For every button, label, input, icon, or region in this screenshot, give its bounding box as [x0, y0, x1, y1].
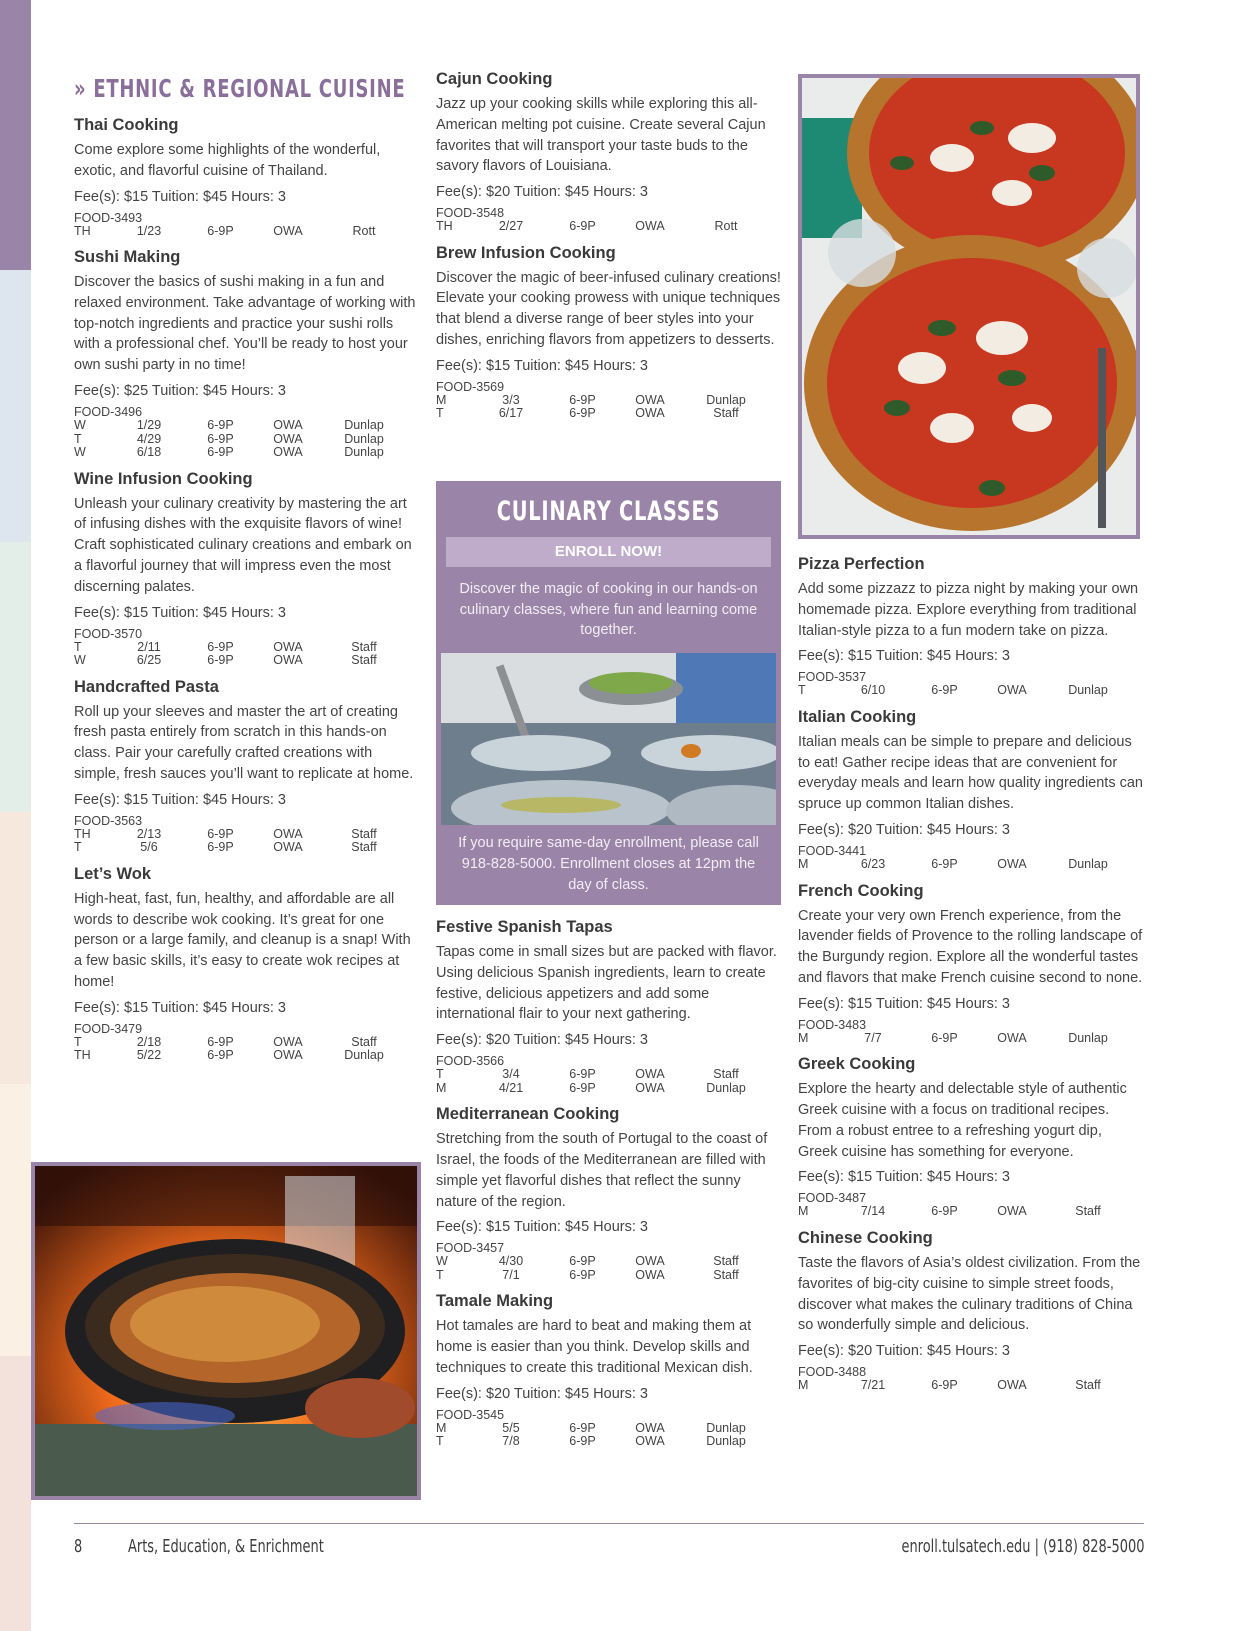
- session-location: OWA: [997, 1204, 1027, 1219]
- course-code: FOOD-3483: [798, 1017, 867, 1032]
- session-time: 6-9P: [207, 418, 234, 433]
- session-day: W: [74, 445, 86, 460]
- edge-tab-cream: [0, 1084, 31, 1356]
- promo-enrollment-note: If you require same-day enrollment, please call 918-828-5000. Enrollment closes at 12pm the day of class.: [458, 834, 759, 893]
- session-location: OWA: [273, 445, 303, 460]
- course-fees: Fee(s): $15 Tuition: $45 Hours: 3: [74, 999, 286, 1016]
- course-code: FOOD-3487: [798, 1191, 867, 1206]
- edge-tab-green: [0, 542, 31, 812]
- course-title: Brew Infusion Cooking: [436, 243, 616, 262]
- course-card: [74, 248, 419, 459]
- course-code: FOOD-3441: [798, 844, 867, 859]
- session-date: 4/21: [498, 1080, 524, 1095]
- course-description: Discover the magic of beer-infused culinary creations! Elevate your cooking prowess with unique techniques that blend a diverse range of beer styles into your dishes, enriching flavors from appetizers to desserts.: [436, 269, 781, 349]
- session-row: [74, 433, 409, 447]
- session-day: M: [798, 857, 809, 872]
- session-row: [798, 1379, 1133, 1393]
- session-date: 5/5: [502, 1420, 520, 1435]
- course-card: [436, 918, 781, 1095]
- session-instructor: Dunlap: [344, 418, 384, 433]
- session-instructor: Dunlap: [1068, 683, 1108, 698]
- session-schedule: [74, 419, 409, 460]
- session-time: 6-9P: [569, 219, 596, 234]
- course-fees: Fee(s): $15 Tuition: $45 Hours: 3: [436, 1219, 648, 1236]
- session-instructor: Staff: [351, 653, 377, 668]
- session-instructor: Staff: [351, 840, 377, 855]
- session-day: TH: [436, 219, 453, 234]
- session-day: T: [74, 840, 82, 855]
- course-card: [436, 1292, 781, 1448]
- course-card: [798, 1055, 1143, 1219]
- course-title: French Cooking: [798, 881, 924, 900]
- session-time: 6-9P: [569, 1434, 596, 1449]
- session-date: 7/1: [502, 1267, 520, 1282]
- session-schedule: [798, 684, 1133, 698]
- course-title: Cajun Cooking: [436, 70, 553, 88]
- course-title: Chinese Cooking: [798, 1228, 933, 1247]
- enroll-now-button[interactable]: ENROLL NOW!: [446, 537, 771, 567]
- session-schedule: [798, 1205, 1133, 1219]
- course-title: Wine Infusion Cooking: [74, 469, 253, 488]
- column-middle-lower: [436, 918, 781, 1459]
- session-instructor: Rott: [352, 223, 376, 238]
- session-row: [74, 841, 409, 855]
- session-location: OWA: [635, 1267, 665, 1282]
- course-fees: Fee(s): $20 Tuition: $45 Hours: 3: [436, 1032, 648, 1049]
- session-date: 1/29: [136, 418, 162, 433]
- session-day: M: [798, 1378, 809, 1393]
- promo-title: CULINARY CLASSES: [496, 496, 721, 527]
- session-day: M: [436, 392, 447, 407]
- course-code: FOOD-3570: [74, 626, 143, 641]
- course-description: Roll up your sleeves and master the art of creating fresh pasta entirely from scratch in this hands-on class. Pair your carefully crafted creations with simple, fresh sauces you’ll want to replicate at home.: [74, 703, 414, 782]
- session-instructor: Dunlap: [706, 1434, 746, 1449]
- session-time: 6-9P: [931, 683, 958, 698]
- session-location: OWA: [273, 1048, 303, 1063]
- course-title: Festive Spanish Tapas: [436, 918, 613, 936]
- column-middle: [436, 70, 781, 431]
- session-schedule: [74, 641, 409, 668]
- session-date: 6/18: [136, 445, 162, 460]
- session-row: [436, 1082, 771, 1096]
- course-description: Unleash your culinary creativity by mastering the art of infusing dishes with the exquisite flavors of wine! Craft sophisticated culinary creations and embark on a flavorful journey that will impress even the most discerning palates.: [74, 495, 412, 595]
- course-code: FOOD-3545: [436, 1407, 505, 1422]
- session-time: 6-9P: [569, 392, 596, 407]
- session-instructor: Rott: [714, 219, 738, 234]
- course-description: Stretching from the south of Portugal to the coast of Israel, the foods of the Mediterranean are filled with simple yet flavorful dishes that reflect the sunny nature of the region.: [436, 1131, 768, 1210]
- session-row: [74, 828, 409, 842]
- session-time: 6-9P: [569, 1067, 596, 1082]
- session-row: [74, 1036, 409, 1050]
- session-location: OWA: [273, 639, 303, 654]
- session-time: 6-9P: [207, 223, 234, 238]
- session-schedule: [74, 1036, 409, 1063]
- session-time: 6-9P: [569, 1254, 596, 1269]
- course-description: Hot tamales are hard to beat and making them at home is easier than you think. Develop skills and techniques to create this traditional Mexican dish.: [436, 1318, 753, 1376]
- session-row: [74, 446, 409, 460]
- course-description: Explore the hearty and delectable style of authentic Greek cuisine with a focus on traditional recipes. From a robust entree to a refreshing yogurt dip, Greek cuisine has something for everyone.: [798, 1081, 1127, 1160]
- session-location: OWA: [635, 406, 665, 421]
- course-code: FOOD-3488: [798, 1365, 867, 1380]
- session-date: 6/17: [498, 406, 524, 421]
- session-location: OWA: [635, 1080, 665, 1095]
- session-instructor: Staff: [713, 1067, 739, 1082]
- course-title: Let’s Wok: [74, 864, 152, 883]
- wok-photo: [31, 1162, 421, 1500]
- session-location: OWA: [273, 1034, 303, 1049]
- session-location: OWA: [997, 683, 1027, 698]
- chef-plating-photo: [441, 653, 776, 825]
- course-code: FOOD-3479: [74, 1021, 143, 1036]
- session-location: OWA: [635, 1434, 665, 1449]
- session-schedule: [74, 225, 409, 239]
- course-title: Tamale Making: [436, 1292, 554, 1311]
- course-code: FOOD-3537: [798, 670, 867, 685]
- session-day: T: [436, 1267, 444, 1282]
- course-fees: Fee(s): $25 Tuition: $45 Hours: 3: [74, 383, 286, 400]
- edge-tab-pink: [0, 1356, 31, 1631]
- course-description: High-heat, fast, fun, healthy, and affordable are all words to describe wok cooking. It’s great for one person or a large family, and cleanup is a snap! With a few basic skills, it’s easy to create wok recipes at home!: [74, 890, 411, 990]
- course-fees: Fee(s): $15 Tuition: $45 Hours: 3: [798, 648, 1010, 665]
- session-date: 2/27: [498, 219, 524, 234]
- session-row: [798, 684, 1133, 698]
- edge-tab-blue: [0, 270, 31, 542]
- column-right: [798, 555, 1143, 1403]
- course-description: Add some pizzazz to pizza night by making your own homemade pizza. Explore everything from traditional Italian-style pizza to a fun modern take on pizza.: [798, 581, 1139, 639]
- column-left: [74, 70, 419, 1073]
- session-date: 4/29: [136, 431, 162, 446]
- course-card: [798, 555, 1143, 698]
- session-schedule: [436, 394, 771, 421]
- session-row: [436, 394, 771, 408]
- session-date: 7/7: [864, 1030, 882, 1045]
- session-instructor: Dunlap: [344, 431, 384, 446]
- course-code: FOOD-3493: [74, 210, 143, 225]
- course-title: Thai Cooking: [74, 116, 179, 134]
- course-fees: Fee(s): $15 Tuition: $45 Hours: 3: [74, 188, 286, 205]
- session-time: 6-9P: [207, 431, 234, 446]
- session-schedule: [798, 1032, 1133, 1046]
- session-instructor: Dunlap: [344, 445, 384, 460]
- session-instructor: Dunlap: [706, 392, 746, 407]
- session-date: 1/23: [136, 223, 162, 238]
- session-date: 7/21: [860, 1378, 886, 1393]
- session-location: OWA: [273, 418, 303, 433]
- session-day: TH: [74, 826, 91, 841]
- session-schedule: [436, 220, 771, 234]
- session-row: [436, 1422, 771, 1436]
- page-number: 8: [74, 1536, 83, 1557]
- session-date: 2/18: [136, 1034, 162, 1049]
- course-card: [798, 708, 1143, 872]
- course-fees: Fee(s): $15 Tuition: $45 Hours: 3: [74, 604, 286, 621]
- session-location: OWA: [635, 219, 665, 234]
- session-row: [74, 225, 409, 239]
- session-instructor: Staff: [713, 1254, 739, 1269]
- session-day: TH: [74, 1048, 91, 1063]
- session-row: [436, 1255, 771, 1269]
- course-card: [74, 865, 419, 1063]
- session-time: 6-9P: [931, 1204, 958, 1219]
- course-card: [436, 244, 781, 421]
- session-time: 6-9P: [207, 445, 234, 460]
- session-date: 3/3: [502, 392, 520, 407]
- session-time: 6-9P: [207, 840, 234, 855]
- session-location: OWA: [635, 392, 665, 407]
- session-time: 6-9P: [207, 826, 234, 841]
- session-date: 2/11: [137, 639, 161, 654]
- edge-tab-peach: [0, 812, 31, 1084]
- course-fees: Fee(s): $20 Tuition: $45 Hours: 3: [436, 184, 648, 201]
- session-day: T: [798, 683, 806, 698]
- course-fees: Fee(s): $15 Tuition: $45 Hours: 3: [74, 791, 286, 808]
- session-date: 6/25: [136, 653, 162, 668]
- session-instructor: Staff: [713, 406, 739, 421]
- session-date: 2/13: [136, 826, 162, 841]
- session-location: OWA: [997, 1378, 1027, 1393]
- session-day: M: [436, 1420, 447, 1435]
- course-title: Italian Cooking: [798, 707, 917, 726]
- course-card: [74, 116, 419, 238]
- session-row: [798, 1205, 1133, 1219]
- session-instructor: Staff: [351, 1034, 377, 1049]
- course-card: [74, 678, 419, 855]
- course-description: Come explore some highlights of the wonderful, exotic, and flavorful cuisine of Thailand.: [74, 142, 381, 179]
- session-time: 6-9P: [207, 1048, 234, 1063]
- session-schedule: [436, 1068, 771, 1095]
- course-fees: Fee(s): $15 Tuition: $45 Hours: 3: [436, 357, 648, 374]
- session-day: W: [74, 653, 86, 668]
- course-code: FOOD-3496: [74, 405, 143, 420]
- course-card: [798, 882, 1143, 1046]
- session-time: 6-9P: [931, 1030, 958, 1045]
- session-instructor: Dunlap: [706, 1080, 746, 1095]
- session-row: [436, 1269, 771, 1283]
- session-date: 3/4: [502, 1067, 520, 1082]
- footer-divider: [74, 1523, 1144, 1524]
- course-description: Create your very own French experience, from the lavender fields of Provence to the rolling landscape of the Burgundy region. Explore all the wonderful tastes and flavors that make French cuisine second to none.: [798, 907, 1143, 986]
- course-code: FOOD-3563: [74, 813, 143, 828]
- course-title: Mediterranean Cooking: [436, 1105, 620, 1124]
- session-row: [74, 419, 409, 433]
- course-card: [436, 70, 781, 234]
- session-row: [798, 858, 1133, 872]
- promo-text: Discover the magic of cooking in our hands-on culinary classes, where fun and learning come together.: [459, 581, 758, 638]
- pizza-photo: [798, 74, 1140, 539]
- session-time: 6-9P: [569, 1080, 596, 1095]
- course-card: [436, 1105, 781, 1282]
- session-instructor: Dunlap: [344, 1048, 384, 1063]
- session-schedule: [74, 828, 409, 855]
- course-title: Pizza Perfection: [798, 555, 925, 573]
- session-location: OWA: [273, 653, 303, 668]
- session-day: TH: [74, 223, 91, 238]
- session-row: [798, 1032, 1133, 1046]
- session-time: 6-9P: [931, 1378, 958, 1393]
- session-day: T: [74, 431, 82, 446]
- session-row: [74, 641, 409, 655]
- session-date: 6/10: [860, 683, 886, 698]
- course-fees: Fee(s): $20 Tuition: $45 Hours: 3: [798, 1343, 1010, 1360]
- session-instructor: Dunlap: [1068, 857, 1108, 872]
- session-location: OWA: [635, 1420, 665, 1435]
- edge-tab-purple: [0, 0, 31, 270]
- session-schedule: [798, 858, 1133, 872]
- course-card: [798, 1229, 1143, 1393]
- session-schedule: [436, 1422, 771, 1449]
- session-instructor: Staff: [1075, 1378, 1101, 1393]
- course-title: Greek Cooking: [798, 1055, 916, 1074]
- session-time: 6-9P: [569, 406, 596, 421]
- course-title: Sushi Making: [74, 248, 181, 267]
- session-day: T: [436, 1067, 444, 1082]
- footer-section-name: Arts, Education, & Enrichment: [128, 1536, 324, 1557]
- course-title: Handcrafted Pasta: [74, 677, 219, 696]
- session-date: 4/30: [498, 1254, 524, 1269]
- session-instructor: Dunlap: [1068, 1030, 1108, 1045]
- session-date: 7/8: [502, 1434, 520, 1449]
- session-day: T: [436, 1434, 444, 1449]
- session-row: [436, 1068, 771, 1082]
- session-schedule: [798, 1379, 1133, 1393]
- session-instructor: Staff: [351, 639, 377, 654]
- session-date: 6/23: [860, 857, 886, 872]
- course-code: FOOD-3548: [436, 206, 505, 221]
- course-code: FOOD-3566: [436, 1054, 505, 1069]
- session-location: OWA: [997, 1030, 1027, 1045]
- course-code: FOOD-3569: [436, 379, 505, 394]
- session-row: [436, 220, 771, 234]
- culinary-classes-promo: [436, 481, 781, 905]
- course-description: Taste the flavors of Asia’s oldest civilization. From the favorites of big-city cuisine to simple street foods, discover what makes the culinary traditions of China so wonderfully simple and delicious.: [798, 1254, 1141, 1334]
- course-code: FOOD-3457: [436, 1241, 505, 1256]
- session-row: [436, 407, 771, 421]
- session-date: 5/22: [136, 1048, 162, 1063]
- course-fees: Fee(s): $20 Tuition: $45 Hours: 3: [798, 822, 1010, 839]
- session-day: W: [74, 418, 86, 433]
- session-location: OWA: [635, 1067, 665, 1082]
- session-date: 7/14: [860, 1204, 886, 1219]
- session-time: 6-9P: [569, 1420, 596, 1435]
- session-location: OWA: [273, 826, 303, 841]
- course-description: Discover the basics of sushi making in a fun and relaxed environment. Take advantage of working with top-notch ingredients and practice your sushi rolls with a professional chef. You’ll be ready to host your own sushi party in no time!: [74, 274, 416, 374]
- session-instructor: Dunlap: [706, 1420, 746, 1435]
- course-description: Italian meals can be simple to prepare and delicious to eat! Gather recipe ideas that are convenient for everyday meals and learn how quality ingredients can spruce up common Italian dishes.: [798, 733, 1143, 813]
- course-description: Tapas come in small sizes but are packed with flavor. Using delicious Spanish ingredients, learn to create festive, delicious appetizers and add some international flair to your next gathering.: [436, 944, 777, 1023]
- course-fees: Fee(s): $15 Tuition: $45 Hours: 3: [798, 1169, 1010, 1186]
- session-day: T: [74, 1034, 82, 1049]
- session-day: M: [798, 1030, 809, 1045]
- session-time: 6-9P: [207, 1034, 234, 1049]
- session-row: [74, 1049, 409, 1063]
- session-day: T: [74, 639, 82, 654]
- session-time: 6-9P: [207, 653, 234, 668]
- session-row: [436, 1435, 771, 1449]
- session-location: OWA: [273, 431, 303, 446]
- session-date: 5/6: [140, 840, 158, 855]
- session-day: M: [798, 1204, 809, 1219]
- course-description: Jazz up your cooking skills while exploring this all-American melting pot cuisine. Create several Cajun favorites that will transport your taste buds to the savory flavors of Louisiana.: [436, 96, 766, 175]
- session-instructor: Staff: [351, 826, 377, 841]
- session-location: OWA: [273, 223, 303, 238]
- session-time: 6-9P: [931, 857, 958, 872]
- session-location: OWA: [273, 840, 303, 855]
- course-card: [74, 470, 419, 668]
- session-instructor: Staff: [713, 1267, 739, 1282]
- session-location: OWA: [997, 857, 1027, 872]
- session-location: OWA: [635, 1254, 665, 1269]
- session-schedule: [436, 1255, 771, 1282]
- session-instructor: Staff: [1075, 1204, 1101, 1219]
- session-day: M: [436, 1080, 447, 1095]
- course-fees: Fee(s): $20 Tuition: $45 Hours: 3: [436, 1385, 648, 1402]
- session-day: W: [436, 1254, 448, 1269]
- session-day: T: [436, 406, 444, 421]
- session-time: 6-9P: [569, 1267, 596, 1282]
- session-time: 6-9P: [207, 639, 234, 654]
- footer-contact[interactable]: enroll.tulsatech.edu | (918) 828-5000: [901, 1536, 1144, 1557]
- session-row: [74, 654, 409, 668]
- course-fees: Fee(s): $15 Tuition: $45 Hours: 3: [798, 995, 1010, 1012]
- section-title: » ETHNIC & REGIONAL CUISINE: [74, 74, 406, 103]
